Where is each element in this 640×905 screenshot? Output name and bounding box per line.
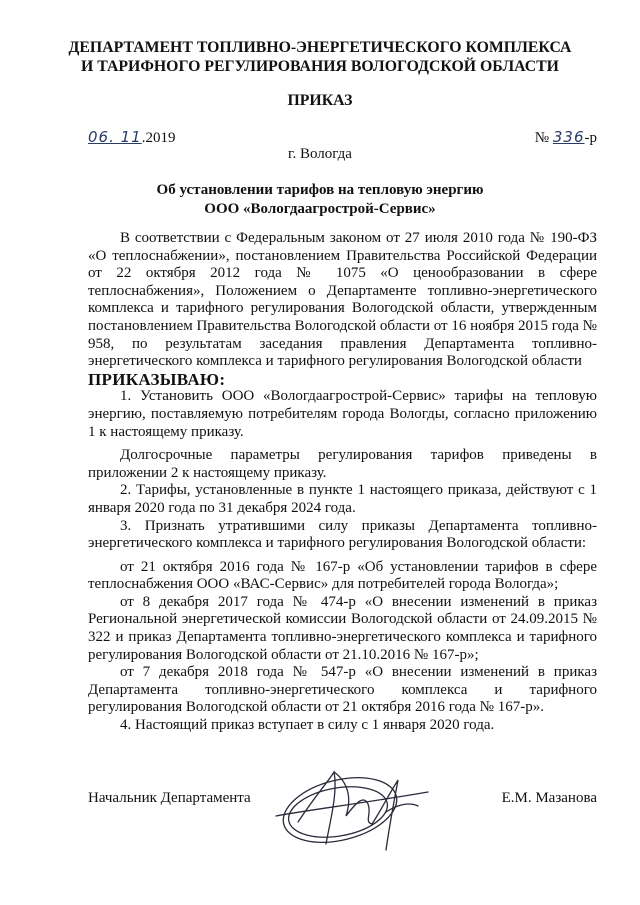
signatory-name: Е.М. Мазанова (501, 790, 597, 806)
item-3-order-474: от 8 декабря 2017 года № 474-р «О внесении изменений в приказ Региональной энергетической комиссии Вологодской области от 24.09.2015 № 322 и приказ Департамента топливно-энергетического комплекса и тарифного регулирования Вологодской области от 21.10.2016 № 167-р»; (88, 593, 597, 663)
date-year: .2019 (141, 130, 176, 146)
number-suffix: -р (584, 130, 597, 146)
item-4: 4. Настоящий приказ вступает в силу с 1 января 2020 года. (120, 717, 495, 734)
item-3-order-167: от 21 октября 2016 года № 167-р «Об установлении тарифов в сфере теплоснабжения ООО «ВАС-Сервис» для потребителей города Вологда»; (88, 558, 597, 593)
organization-header (0, 38, 640, 76)
item-1-params: Долгосрочные параметры регулирования тарифов приведены в приложении 2 к настоящему приказу. (88, 447, 597, 481)
item-2: 2. Тарифы, установленные в пункте 1 настоящего приказа, действуют с 1 января 2020 года по 31 декабря 2024 года. (88, 482, 597, 516)
subject-line-2: ООО «Вологдаагрострой-Сервис» (204, 201, 436, 217)
subject-line-1: Об установлении тарифов на тепловую энергию (156, 182, 484, 198)
document-type: ПРИКАЗ (287, 92, 353, 109)
city: г. Вологда (288, 146, 352, 162)
document-date (88, 128, 175, 147)
signatory-title: Начальник Департамента (88, 790, 251, 806)
handwritten-signature-icon (268, 752, 438, 862)
document-subject (0, 181, 640, 219)
preamble: В соответствии с Федеральным законом от 27 июля 2010 года № 190-ФЗ «О теплоснабжении», постановлением Правительства Российской Федерации от 22 октября 2012 года № 1075 «О ценообразовании в сфере теплоснабжения», Положением о Департаменте топливно-энергетического комплекса и тарифного регулирования Вологодской области, утвержденным постановлением Правительства Вологодской области от 16 ноября 2015 года № 958, по результатам заседания правления Департамента топливно-энергетического комплекса и тарифного регулирования Вологодской области (88, 230, 597, 370)
document-number (535, 128, 597, 147)
org-line-1: ДЕПАРТАМЕНТ ТОПЛИВНО-ЭНЕРГЕТИЧЕСКОГО КОМПЛЕКСА (68, 39, 572, 56)
item-1: 1. Установить ООО «Вологдаагрострой-Сервис» тарифы на тепловую энергию, поставляемую потребителям города Вологды, согласно приложению 1 к настоящему приказу. (88, 388, 597, 440)
document-body (88, 230, 597, 735)
item-3: 3. Признать утратившими силу приказы Департамента топливно-энергетического комплекса и тарифного регулирования Вологодской области: (88, 517, 597, 552)
org-line-2: И ТАРИФНОГО РЕГУЛИРОВАНИЯ ВОЛОГОДСКОЙ ОБЛАСТИ (81, 58, 559, 75)
date-number-line (88, 128, 597, 148)
date-handwritten: 06. 11 (88, 128, 142, 146)
order-word: ПРИКАЗЫВАЮ: (88, 369, 226, 389)
item-3-order-547: от 7 декабря 2018 года № 547-р «О внесении изменений в приказ Департамента топливно-энергетического комплекса и тарифного регулирования Вологодской области от 21 октября 2016 года № 167-р». (88, 664, 597, 716)
number-prefix: № (534, 130, 550, 146)
number-handwritten: 336 (552, 128, 585, 146)
